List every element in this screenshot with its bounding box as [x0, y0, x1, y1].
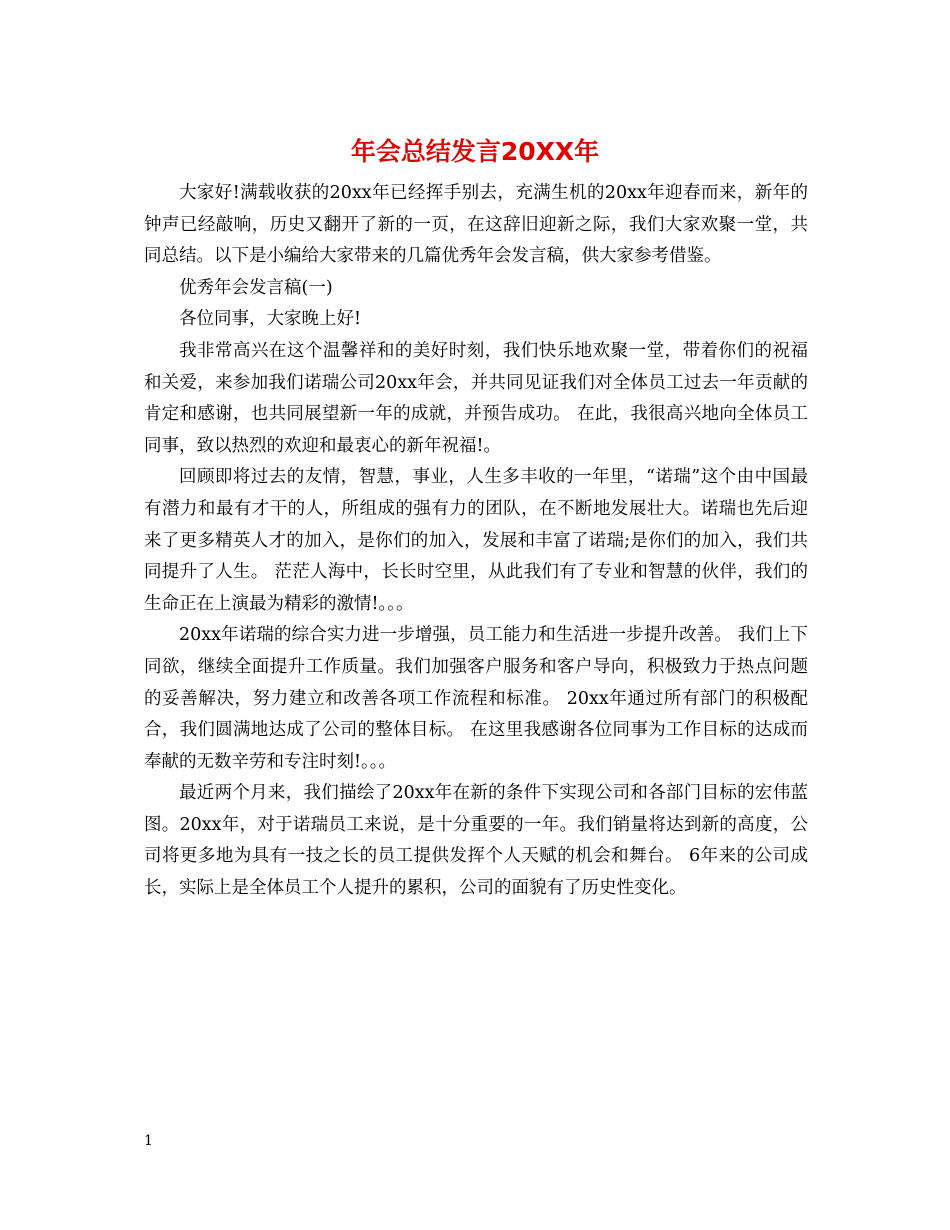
paragraph-outlook: 最近两个月来，我们描绘了20xx年在新的条件下实现公司和各部门目标的宏伟蓝图。20xx年，对于诺瑞员工来说，是十分重要的一年。我们销量将达到新的高度，公司将更多地为具有一技之长的员工提供发挥个人天赋的机会和舞台。 6年来的公司成长，实际上是全体员工个人提升的累积，公司的面貌有了历史性变化。	[144, 783, 808, 899]
document-title: 年会总结发言20XX年	[350, 137, 600, 166]
document-body	[144, 178, 808, 905]
page-number: 1	[144, 1133, 153, 1149]
paragraph-achievements: 20xx年诺瑞的综合实力进一步增强，员工能力和生活进一步提升改善。 我们上下同欲，继续全面提升工作质量。我们加强客户服务和客户导向，积极致力于热点问题的妥善解决，努力建立和改善各项工作流程和标准。 20xx年通过所有部门的积极配合，我们圆满地达成了公司的整体目标。 在这里我感谢各位同事为工作目标的达成而奉献的无数辛劳和专注时刻!。。。	[144, 625, 808, 772]
paragraph-review: 回顾即将过去的友情，智慧，事业，人生多丰收的一年里，“诺瑞”这个由中国最有潜力和最有才干的人，所组成的强有力的团队，在不断地发展壮大。诺瑞也先后迎来了更多精英人才的加入，是你们的加入，发展和丰富了诺瑞;是你们的加入，我们共同提升了人生。 茫茫人海中，长长时空里，从此我们有了专业和智慧的伙伴，我们的生命正在上演最为精彩的激情!。。。	[144, 467, 808, 614]
paragraph-welcome: 我非常高兴在这个温馨祥和的美好时刻，我们快乐地欢聚一堂，带着你们的祝福和关爱，来参加我们诺瑞公司20xx年会，并共同见证我们对全体员工过去一年贡献的肯定和感谢，也共同展望新一年的成就，并预告成功。 在此，我很高兴地向全体员工同事，致以热烈的欢迎和最衷心的新年祝福!。	[144, 340, 808, 456]
paragraph-speech-heading: 优秀年会发言稿(一)	[179, 277, 333, 298]
paragraph-intro: 大家好!满载收获的20xx年已经挥手别去，充满生机的20xx年迎春而来，新年的钟声已经敲响，历史又翻开了新的一页，在这辞旧迎新之际，我们大家欢聚一堂，共同总结。以下是小编给大家带来的几篇优秀年会发言稿，供大家参考借鉴。	[144, 183, 808, 267]
paragraph-greeting: 各位同事，大家晚上好!	[179, 309, 362, 330]
